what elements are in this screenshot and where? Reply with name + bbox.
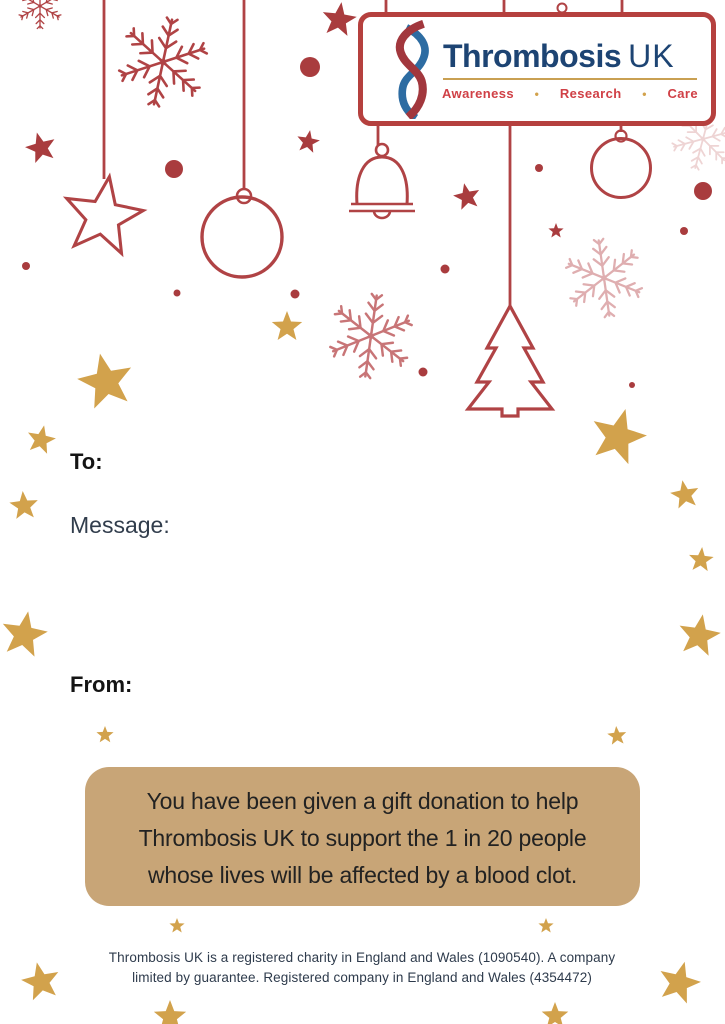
snowflake-icon [325, 289, 416, 383]
gift-message-line: Thrombosis UK to support the 1 in 20 people [138, 825, 587, 851]
gold-star-icon [169, 918, 184, 932]
gold-star-icon [8, 490, 39, 520]
footer-line: limited by guarantee. Registered company in England and Wales (4354472) [132, 970, 592, 985]
logo-underline [443, 78, 697, 80]
logo-title [443, 38, 675, 75]
gold-star-icon [25, 422, 59, 454]
star-ornament-icon [60, 171, 148, 256]
gift-message-line: You have been given a gift donation to help [146, 788, 579, 814]
gold-star-icon [538, 918, 553, 932]
gold-star-icon [272, 311, 302, 340]
red-dot-icon [535, 164, 543, 172]
tagline-separator-dot: • [534, 86, 540, 101]
thrombosis-uk-logo [358, 12, 716, 126]
message-label: Message: [70, 512, 170, 538]
gold-star-icon [607, 725, 628, 745]
red-star-icon [451, 181, 482, 211]
gift-message-line: whose lives will be affected by a blood clot. [147, 862, 578, 888]
gold-star-icons [0, 311, 723, 1024]
red-dot-icon [165, 160, 183, 178]
snowflake-icon [561, 234, 646, 322]
red-dot-icon [22, 262, 30, 270]
bell-ornament-icon [349, 144, 415, 218]
red-dot-icon [694, 182, 712, 200]
red-dot-icon [680, 227, 688, 235]
gold-star-icon [585, 402, 652, 467]
red-dot-icon [300, 57, 320, 77]
gold-star-icon [668, 478, 701, 510]
tagline-awareness: Awareness [442, 86, 515, 101]
red-star-icon [320, 0, 358, 37]
tagline-research: Research [559, 86, 622, 101]
red-dot-icon [419, 368, 428, 377]
from-label: From: [70, 672, 133, 697]
gold-star-icon [73, 348, 138, 411]
to-label: To: [70, 449, 103, 474]
bauble-ornament-icon [202, 189, 282, 277]
tagline-care: Care [667, 86, 698, 101]
tagline-separator-dot: • [642, 86, 647, 101]
red-dot-icon [291, 290, 300, 299]
red-dot-icon [441, 265, 450, 274]
logo-title-bold: Thrombosis [443, 38, 622, 74]
gold-star-icon [542, 1002, 569, 1024]
gold-star-icon [96, 726, 113, 742]
red-dot-icon [174, 290, 181, 297]
gold-star-icon [18, 958, 63, 1001]
charity-registration-footer [62, 948, 662, 988]
red-star-icon [295, 128, 321, 153]
gold-star-icon [0, 607, 51, 658]
christmas-tree-icon [468, 306, 552, 416]
bauble-ornament-icon [592, 131, 651, 198]
red-star-icon [22, 129, 59, 165]
logo-title-light: UK [628, 38, 675, 74]
gold-star-icon [154, 1000, 186, 1024]
snowflake-icon [18, 0, 61, 29]
gold-star-icon [675, 611, 723, 657]
ribbon-icon [385, 20, 443, 119]
red-star-icon [548, 223, 563, 237]
red-dot-icon [629, 382, 635, 388]
logo-tagline [442, 86, 698, 101]
gift-message-box [85, 767, 640, 906]
gold-star-icon [688, 546, 715, 572]
footer-line: Thrombosis UK is a registered charity in England and Wales (1090540). A company [108, 950, 616, 965]
snowflake-icon [112, 10, 214, 114]
